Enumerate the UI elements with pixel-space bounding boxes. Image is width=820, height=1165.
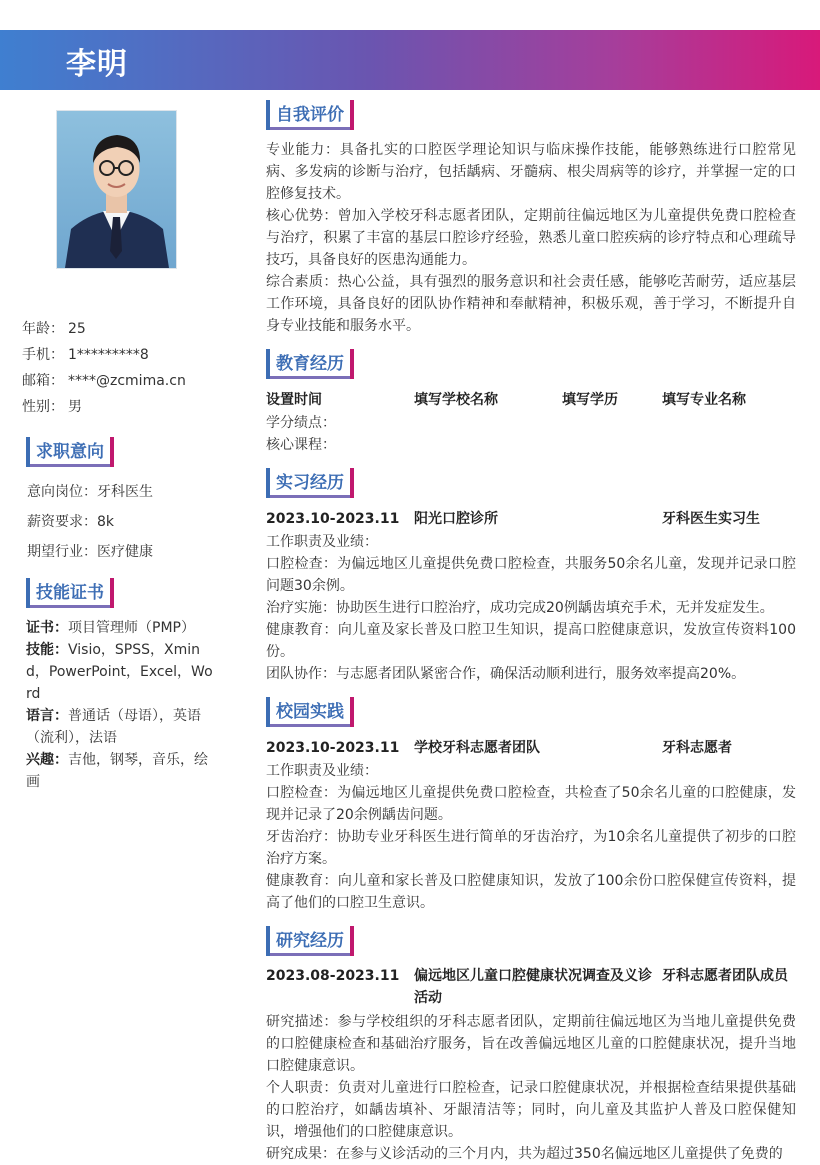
intent-salary: 薪资要求：8k bbox=[27, 514, 115, 530]
section-title-research: 研究经历 bbox=[266, 926, 354, 956]
education-row: 设置时间 填写学校名称 填写学历 填写专业名称 bbox=[266, 392, 746, 408]
campus-line: 牙齿治疗：协助专业牙科医生进行简单的牙齿治疗，为10余名儿童提供了初步的口腔治疗方案。 bbox=[266, 829, 796, 867]
research-line: 研究成果：在参与义诊活动的三个月内，共为超过350名偏远地区儿童提供了免费的 bbox=[266, 1146, 783, 1162]
self-eval-para: 专业能力：具备扎实的口腔医学理论知识与临床操作技能，能够熟练进行口腔常见病、多发病的诊断与治疗，包括龋病、牙髓病、根尖周病等的诊疗，并掌握一定的口腔修复技术。 bbox=[266, 142, 796, 202]
campus-line: 健康教育：向儿童和家长普及口腔健康知识，发放了100余份口腔保健宣传资料，提高了他们的口腔卫生意识。 bbox=[266, 873, 796, 911]
research-line: 研究描述：参与学校组织的牙科志愿者团队，定期前往偏远地区为当地儿童提供免费的口腔健康检查和基础治疗服务，旨在改善偏远地区儿童的口腔健康状况，提升当地口腔健康意识。 bbox=[266, 1014, 796, 1074]
intent-industry: 期望行业：医疗健康 bbox=[27, 544, 153, 560]
skill-languages: 语言：普通话（母语），英语（流利），法语 bbox=[26, 708, 201, 746]
info-row-age: 年龄： 25 bbox=[22, 321, 86, 337]
section-title-education: 教育经历 bbox=[266, 349, 354, 379]
section-title-internship: 实习经历 bbox=[266, 468, 354, 498]
research-row: 2023.08-2023.11 偏远地区儿童口腔健康状况调查及义诊活动 牙科志愿者团队成员 bbox=[266, 968, 788, 1006]
skill-interests: 兴趣：吉他，钢琴，音乐，绘画 bbox=[26, 752, 208, 790]
internship-line: 团队协作：与志愿者团队紧密合作，确保活动顺利进行，服务效率提高20%。 bbox=[266, 666, 746, 682]
education-courses: 核心课程： bbox=[266, 437, 336, 453]
info-row-gender: 性别： 男 bbox=[22, 399, 82, 415]
skill-tools: 技能：Visio，SPSS，Xmind，PowerPoint，Excel，Word bbox=[26, 642, 213, 702]
info-row-email: 邮箱： ****@zcmima.cn bbox=[22, 373, 186, 389]
internship-line: 口腔检查：为偏远地区儿童提供免费口腔检查，共服务50余名儿童，发现并记录口腔问题30余例。 bbox=[266, 556, 796, 594]
section-title-skills: 技能证书 bbox=[26, 578, 114, 608]
section-title-intent: 求职意向 bbox=[26, 437, 114, 467]
self-eval-body bbox=[266, 139, 796, 337]
header-banner bbox=[0, 30, 820, 90]
section-title-campus: 校园实践 bbox=[266, 697, 354, 727]
basic-info bbox=[22, 316, 232, 420]
internship-body bbox=[266, 507, 796, 685]
education-body bbox=[266, 388, 796, 456]
campus-line: 口腔检查：为偏远地区儿童提供免费口腔检查，共检查了50余名儿童的口腔健康，发现并记录了20余例龋齿问题。 bbox=[266, 785, 796, 823]
skill-certificate: 证书：项目管理师（PMP） bbox=[26, 620, 195, 636]
education-gpa: 学分绩点： bbox=[266, 415, 336, 431]
self-eval-para: 核心优势：曾加入学校牙科志愿者团队，定期前往偏远地区为儿童提供免费口腔检查与治疗，积累了丰富的基层口腔诊疗经验，熟悉儿童口腔疾病的诊疗特点和心理疏导技巧，具备良好的医患沟通能力。 bbox=[266, 208, 796, 268]
internship-line: 工作职责及业绩： bbox=[266, 534, 378, 550]
intent-list bbox=[27, 477, 227, 567]
internship-line: 治疗实施：协助医生进行口腔治疗，成功完成20例龋齿填充手术，无并发症发生。 bbox=[266, 600, 774, 616]
campus-line: 工作职责及业绩： bbox=[266, 763, 378, 779]
research-body bbox=[266, 965, 796, 1165]
research-line: 个人职责：负责对儿童进行口腔检查，记录口腔健康状况，并根据检查结果提供基础的口腔治疗，如龋齿填补、牙龈清洁等；同时，向儿童及其监护人普及口腔保健知识，增强他们的口腔健康意识。 bbox=[266, 1080, 796, 1140]
internship-line: 健康教育：向儿童及家长普及口腔卫生知识，提高口腔健康意识，发放宣传资料100份。 bbox=[266, 622, 796, 660]
intent-position: 意向岗位：牙科医生 bbox=[27, 484, 153, 500]
campus-body bbox=[266, 736, 796, 914]
candidate-name: 李明 bbox=[66, 47, 128, 82]
profile-photo bbox=[57, 111, 176, 268]
internship-row: 2023.10-2023.11 阳光口腔诊所 牙科医生实习生 bbox=[266, 511, 760, 527]
skills-list bbox=[26, 617, 216, 793]
self-eval-para: 综合素质：热心公益，具有强烈的服务意识和社会责任感，能够吃苦耐劳，适应基层工作环境，具备良好的团队协作精神和奉献精神，积极乐观，善于学习，不断提升自身专业技能和服务水平。 bbox=[266, 274, 796, 334]
section-title-self-eval: 自我评价 bbox=[266, 100, 354, 130]
campus-row: 2023.10-2023.11 学校牙科志愿者团队 牙科志愿者 bbox=[266, 740, 732, 756]
info-row-phone: 手机： 1*********8 bbox=[22, 347, 149, 363]
portrait-image bbox=[57, 111, 176, 268]
